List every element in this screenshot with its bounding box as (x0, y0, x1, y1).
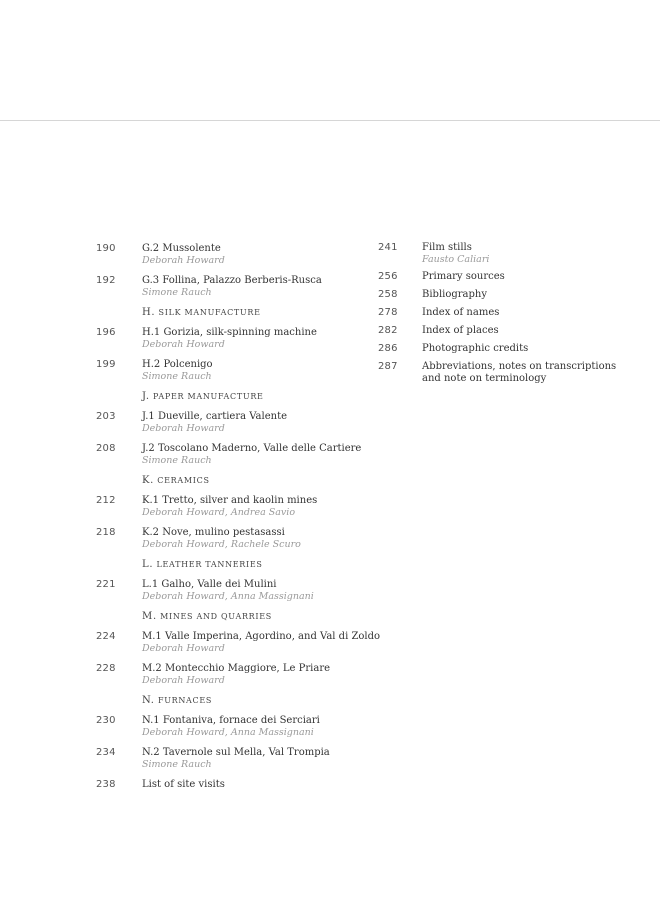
page-number: 190 (96, 243, 116, 254)
page-number: 238 (96, 779, 116, 790)
toc-entry (378, 242, 628, 265)
entry-author: Deborah Howard, Andrea Savio (142, 507, 296, 518)
page-number: 203 (96, 411, 116, 422)
entry-author: Deborah Howard (142, 675, 225, 686)
entry-title: Bibliography (422, 289, 487, 300)
toc-entry (96, 359, 360, 382)
entry-title: N.1 Fontaniva, fornace dei Serciari (142, 715, 320, 726)
toc-entry (96, 663, 360, 686)
page-number: 241 (378, 242, 398, 253)
entry-title: H.1 Gorizia, silk-spinning machine (142, 327, 317, 338)
page-number: 224 (96, 631, 116, 642)
entry-title: K.1 Tretto, silver and kaolin mines (142, 495, 318, 506)
entry-author: Deborah Howard (142, 255, 225, 266)
page-number: 199 (96, 359, 116, 370)
toc-entry (96, 715, 360, 738)
entry-author: Deborah Howard, Rachele Scuro (142, 539, 301, 550)
section-heading: L. LEATHER TANNERIES (142, 559, 263, 570)
entry-title: Primary sources (422, 271, 505, 282)
entry-title: L.1 Galho, Valle dei Mulini (142, 579, 277, 590)
toc-entry (378, 361, 628, 385)
toc-entry (96, 747, 360, 770)
entry-author: Deborah Howard (142, 423, 225, 434)
entry-author: Simone Rauch (142, 759, 212, 770)
toc-entry (378, 343, 628, 355)
toc-entry (378, 325, 628, 337)
toc-left-column (96, 243, 381, 800)
entry-title: Film stills (422, 242, 472, 253)
page-number: 192 (96, 275, 116, 286)
toc-entry (378, 307, 628, 319)
toc-entry (378, 289, 628, 301)
toc-entry (96, 443, 360, 466)
page-number: 221 (96, 579, 116, 590)
entry-title: J.1 Dueville, cartiera Valente (142, 411, 288, 422)
section-heading: H. SILK MANUFACTURE (142, 307, 261, 318)
toc-entry (96, 527, 360, 550)
entry-author: Fausto Caliari (422, 254, 490, 265)
entry-title: G.2 Mussolente (142, 243, 221, 254)
page-number: 228 (96, 663, 116, 674)
toc-entry (96, 631, 381, 654)
entry-title: Index of places (422, 325, 499, 336)
entry-title: K.2 Nove, mulino pestasassi (142, 527, 285, 538)
entry-title: N.2 Tavernole sul Mella, Val Trompia (142, 747, 330, 758)
toc-entry (96, 579, 360, 602)
entry-title: M.1 Valle Imperina, Agordino, and Val di Zoldo (142, 631, 381, 642)
toc-entry (96, 411, 360, 434)
page-number: 218 (96, 527, 116, 538)
entry-author: Deborah Howard (142, 643, 225, 654)
entry-title: H.2 Polcenigo (142, 359, 213, 370)
entry-title: Photographic credits (422, 343, 529, 354)
toc-right-column (378, 242, 628, 391)
entry-author: Deborah Howard, Anna Massignani (142, 727, 314, 738)
header-rule (0, 120, 660, 121)
entry-title: Index of names (422, 307, 500, 318)
entry-title: J.2 Toscolano Maderno, Valle delle Cartiere (142, 443, 362, 454)
entry-author: Simone Rauch (142, 371, 212, 382)
toc-entry (96, 495, 360, 518)
section-heading: N. FURNACES (142, 695, 213, 706)
toc-entry (96, 327, 360, 350)
section-heading: M. MINES AND QUARRIES (142, 611, 272, 622)
section-heading: J. PAPER MANUFACTURE (142, 391, 264, 402)
page-number: 282 (378, 325, 398, 336)
page-number: 196 (96, 327, 116, 338)
page-number: 286 (378, 343, 398, 354)
entry-author: Simone Rauch (142, 455, 212, 466)
page-number: 208 (96, 443, 116, 454)
entry-title: G.3 Follina, Palazzo Berberis-Rusca (142, 275, 322, 286)
page-number: 230 (96, 715, 116, 726)
entry-title: M.2 Montecchio Maggiore, Le Priare (142, 663, 331, 674)
page-number: 212 (96, 495, 116, 506)
entry-author: Deborah Howard (142, 339, 225, 350)
page-number: 278 (378, 307, 398, 318)
toc-entry (378, 271, 628, 283)
page-number: 234 (96, 747, 116, 758)
page-number: 287 (378, 361, 398, 372)
entry-author: Simone Rauch (142, 287, 212, 298)
entry-author: Deborah Howard, Anna Massignani (142, 591, 314, 602)
toc-entry (96, 243, 360, 266)
page-number: 258 (378, 289, 398, 300)
entry-title: List of site visits (142, 779, 225, 790)
page-number: 256 (378, 271, 398, 282)
toc-entry (96, 779, 360, 791)
toc-entry (96, 275, 360, 298)
section-heading: K. CERAMICS (142, 475, 210, 486)
entry-title: Abbreviations, notes on transcriptions and note on terminology (422, 361, 617, 384)
